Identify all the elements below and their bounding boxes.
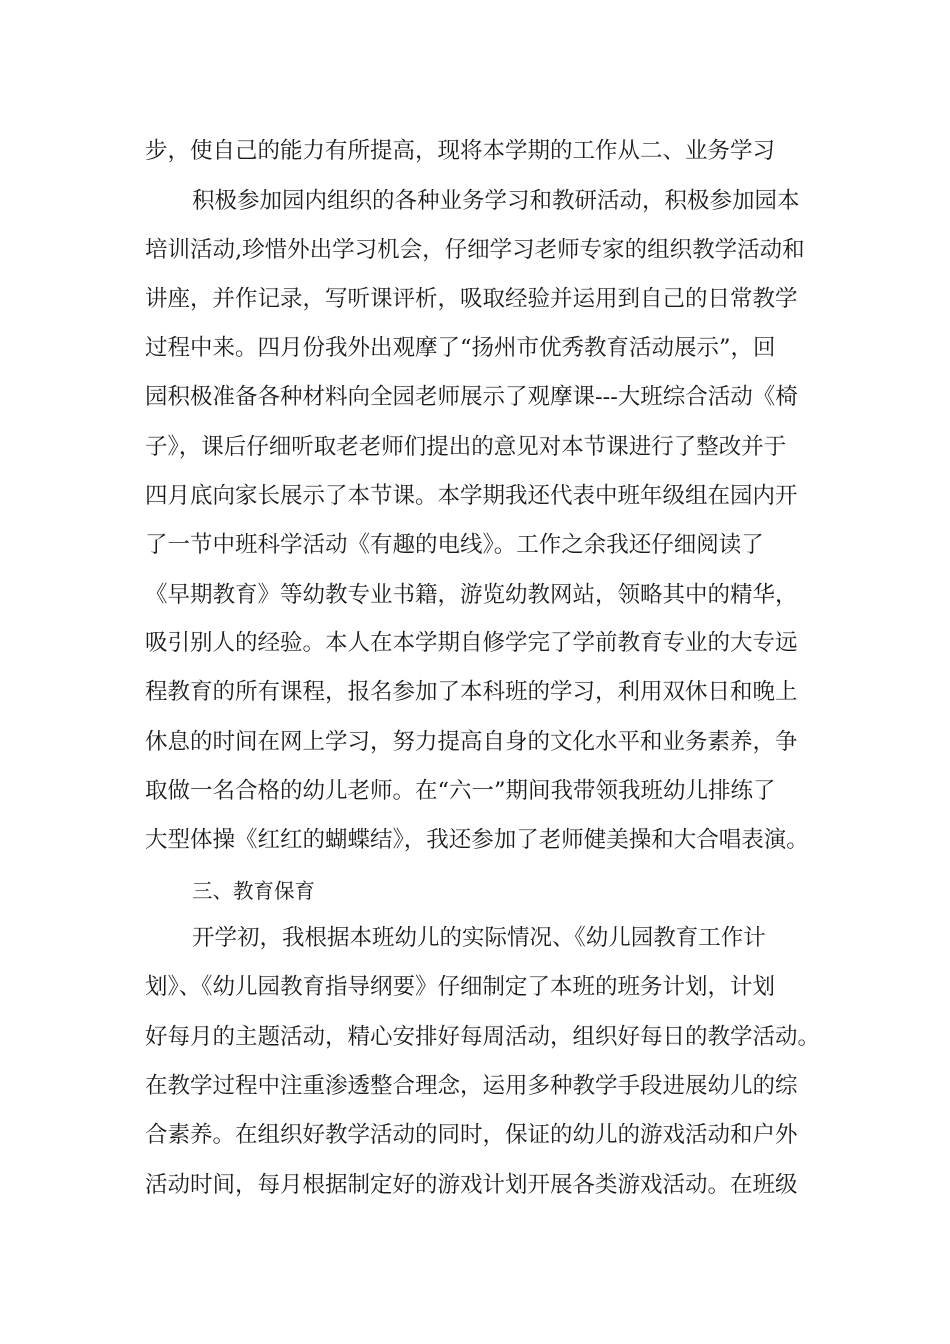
text-line: 活动时间，每月根据制定好的游戏计划开展各类游戏活动。在班级 bbox=[145, 1172, 798, 1198]
text-line: 讲座，并作记录，写听课评析，吸取经验并运用到自己的日常教学 bbox=[145, 286, 798, 312]
text-line: 了一节中班科学活动《有趣的电线》。工作之余我还仔细阅读了 bbox=[145, 532, 764, 558]
text-line: 大型体操《红红的蝴蝶结》，我还参加了老师健美操和大合唱表演。 bbox=[145, 827, 809, 853]
text-line: 子》，课后仔细听取老老师们提出的意见对本节课进行了整改并于 bbox=[145, 434, 787, 460]
text-line: 园积极准备各种材料向全园老师展示了观摩课---大班综合活动《椅 bbox=[145, 384, 798, 410]
text-line: 过程中来。四月份我外出观摩了“扬州市优秀教育活动展示”，回 bbox=[145, 335, 776, 361]
section-heading: 三、教育保育 bbox=[192, 879, 315, 903]
text-line: 《早期教育》等幼教专业书籍，游览幼教网站，领略其中的精华， bbox=[145, 582, 798, 608]
text-line: 取做一名合格的幼儿老师。在“六一”期间我带领我班幼儿排练了 bbox=[145, 778, 776, 804]
text-line: 在教学过程中注重渗透整合理念，运用多种教学手段进展幼儿的综 bbox=[145, 1073, 798, 1099]
paragraph-first-line: 开学初，我根据本班幼儿的实际情况、《幼儿园教育工作计 bbox=[192, 925, 766, 951]
text-line: 划》、《幼儿园教育指导纲要》仔细制定了本班的班务计划，计划 bbox=[145, 974, 776, 1000]
text-line: 步，使自己的能力有所提高，现将本学期的工作从二、业务学习 bbox=[145, 138, 776, 164]
text-line: 四月底向家长展示了本节课。本学期我还代表中班年级组在园内开 bbox=[145, 483, 798, 509]
text-line: 好每月的主题活动，精心安排好每周活动，组织好每日的教学活动。 bbox=[145, 1024, 821, 1050]
paragraph-first-line: 积极参加园内组织的各种业务学习和教研活动，积极参加园本 bbox=[192, 188, 800, 214]
text-line: 休息的时间在网上学习，努力提高自身的文化水平和业务素养，争 bbox=[145, 729, 798, 755]
text-line: 合素养。在组织好教学活动的同时，保证的幼儿的游戏活动和户外 bbox=[145, 1122, 798, 1148]
text-line: 吸引别人的经验。本人在本学期自修学完了学前教育专业的大专远 bbox=[145, 630, 798, 656]
text-line: 程教育的所有课程，报名参加了本科班的学习，利用双休日和晚上 bbox=[145, 679, 798, 705]
text-line: 培训活动,珍惜外出学习机会，仔细学习老师专家的组织教学活动和 bbox=[145, 237, 805, 263]
